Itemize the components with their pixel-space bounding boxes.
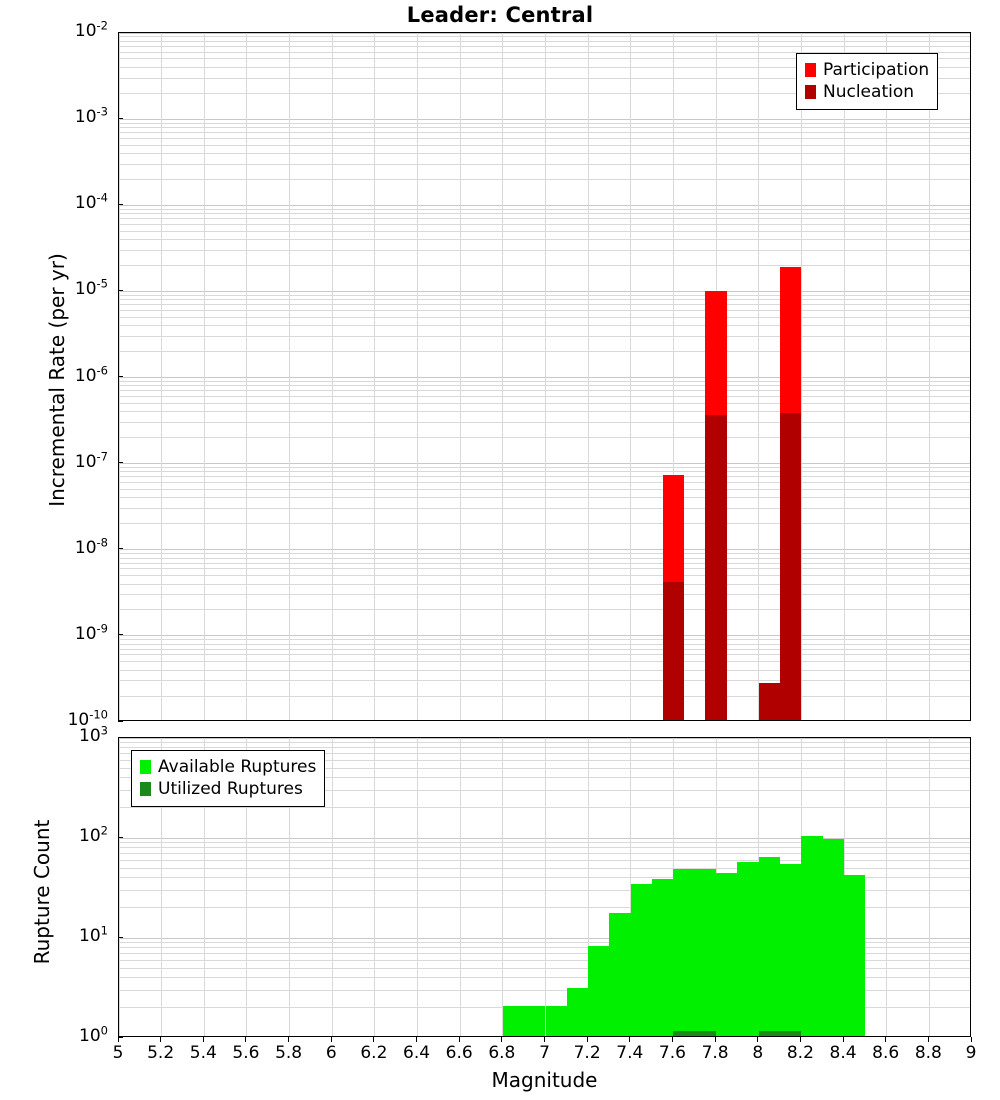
y-axis-tick-mark xyxy=(118,937,123,938)
page-title: Leader: Central xyxy=(406,3,594,27)
y-axis-tick-mark xyxy=(118,548,123,549)
x-axis-tick-mark xyxy=(885,1037,886,1042)
x-axis-tick-label: 5.8 xyxy=(275,1043,303,1063)
top-legend xyxy=(796,53,938,110)
y-axis-tick-label: $10^{-8}$ xyxy=(74,535,108,558)
x-axis-tick-mark xyxy=(544,1037,545,1042)
x-axis-tick-label: 6.4 xyxy=(403,1043,431,1063)
bar-available-ruptures xyxy=(546,1006,567,1036)
x-axis-tick-mark xyxy=(928,1037,929,1042)
bar-utilized-ruptures xyxy=(673,1031,694,1036)
bar-available-ruptures xyxy=(524,1006,545,1036)
x-axis-tick-label: 8.2 xyxy=(786,1043,814,1063)
y-axis-tick-mark xyxy=(118,721,123,722)
y-axis-tick-mark xyxy=(118,462,123,463)
bar-available-ruptures xyxy=(609,913,630,1036)
gridline-vertical xyxy=(289,33,290,720)
legend-label: Utilized Ruptures xyxy=(158,779,303,799)
gridline-vertical xyxy=(204,33,205,720)
bar-utilized-ruptures xyxy=(780,1031,801,1036)
x-axis-tick-mark xyxy=(672,1037,673,1042)
top-plot-area xyxy=(119,33,970,720)
y-axis-tick-mark xyxy=(118,118,123,119)
bar-available-ruptures xyxy=(737,862,758,1036)
legend-label: Nucleation xyxy=(823,82,915,102)
x-axis-tick-mark xyxy=(203,1037,204,1042)
gridline-vertical xyxy=(417,33,418,720)
x-axis-tick-mark xyxy=(373,1037,374,1042)
bar-available-ruptures xyxy=(823,839,844,1036)
legend-label: Available Ruptures xyxy=(158,757,317,777)
bar-available-ruptures xyxy=(716,873,737,1036)
gridline-vertical xyxy=(460,33,461,720)
gridline-vertical xyxy=(929,738,930,1036)
y-axis-tick-label: $10^2$ xyxy=(79,823,108,846)
y-axis-tick-mark xyxy=(118,204,123,205)
bar-nucleation xyxy=(780,413,801,720)
bar-available-ruptures xyxy=(503,1006,524,1036)
x-axis-tick-mark xyxy=(587,1037,588,1042)
x-axis-tick-label: 6.2 xyxy=(360,1043,388,1063)
gridline-vertical xyxy=(119,738,120,1036)
y-axis-tick-label: $10^{-9}$ xyxy=(74,621,108,644)
gridline-vertical xyxy=(161,33,162,720)
x-axis-tick-mark xyxy=(629,1037,630,1042)
x-axis-tick-mark xyxy=(715,1037,716,1042)
top-legend-item xyxy=(805,59,929,81)
x-axis-tick-label: 8 xyxy=(752,1043,764,1063)
bar-available-ruptures xyxy=(631,884,652,1036)
x-axis-tick-label: 5.6 xyxy=(232,1043,260,1063)
gridline-vertical xyxy=(588,33,589,720)
gridline-vertical xyxy=(460,738,461,1036)
x-axis-tick-mark xyxy=(843,1037,844,1042)
x-axis-tick-mark xyxy=(288,1037,289,1042)
x-axis-tick-label: 5.2 xyxy=(147,1043,175,1063)
bar-utilized-ruptures xyxy=(759,1031,780,1036)
bar-available-ruptures xyxy=(801,836,822,1036)
x-axis-tick-label: 8.8 xyxy=(914,1043,942,1063)
bar-nucleation xyxy=(663,582,684,720)
x-axis-tick-mark xyxy=(459,1037,460,1042)
bottom-legend-item xyxy=(140,756,316,778)
x-axis-tick-mark xyxy=(800,1037,801,1042)
x-axis-tick-mark xyxy=(160,1037,161,1042)
bar-available-ruptures xyxy=(695,869,716,1036)
x-axis-tick-mark xyxy=(501,1037,502,1042)
gridline-vertical xyxy=(374,738,375,1036)
x-axis-tick-label: 7.8 xyxy=(701,1043,729,1063)
gridline-vertical xyxy=(332,33,333,720)
y-axis-tick-label: $10^{-2}$ xyxy=(74,18,108,41)
gridline-vertical xyxy=(545,738,546,1036)
y-axis-tick-label: $10^3$ xyxy=(79,723,108,746)
bottom-legend xyxy=(131,750,325,807)
x-axis-tick-label: 5.4 xyxy=(189,1043,217,1063)
x-axis-label: Magnitude xyxy=(491,1068,598,1092)
y-axis-tick-label: $10^1$ xyxy=(79,923,108,946)
top-legend-item xyxy=(805,81,929,103)
x-axis-tick-mark xyxy=(331,1037,332,1042)
bar-utilized-ruptures xyxy=(695,1031,716,1036)
gridline-vertical xyxy=(758,33,759,720)
x-axis-tick-label: 7 xyxy=(539,1043,550,1063)
top-y-axis-label: Incremental Rate (per yr) xyxy=(45,253,69,507)
bar-nucleation xyxy=(759,683,780,720)
bar-available-ruptures xyxy=(588,946,609,1036)
bar-available-ruptures xyxy=(759,857,780,1036)
bar-available-ruptures xyxy=(844,875,865,1036)
gridline-vertical xyxy=(417,738,418,1036)
y-axis-tick-mark xyxy=(118,634,123,635)
gridline-vertical xyxy=(502,738,503,1036)
bar-available-ruptures xyxy=(673,869,694,1036)
y-axis-tick-label: $10^{-5}$ xyxy=(74,276,108,300)
x-axis-tick-label: 7.2 xyxy=(573,1043,601,1063)
x-axis-tick-label: 5 xyxy=(112,1043,124,1063)
x-axis-tick-mark xyxy=(416,1037,417,1042)
legend-color-swatch xyxy=(805,85,816,99)
y-axis-tick-label: $10^{-3}$ xyxy=(74,104,108,128)
y-axis-tick-mark xyxy=(118,1037,123,1038)
legend-color-swatch xyxy=(140,760,151,774)
x-axis-tick-label: 7.4 xyxy=(616,1043,644,1063)
y-axis-tick-label: $10^{-4}$ xyxy=(74,190,108,214)
gridline-vertical xyxy=(929,33,930,720)
gridline-vertical xyxy=(374,33,375,720)
incremental-rate-plot xyxy=(118,32,971,721)
gridline-vertical xyxy=(844,33,845,720)
y-axis-tick-mark xyxy=(118,290,123,291)
gridline-vertical xyxy=(246,33,247,720)
y-axis-tick-label: $10^{-6}$ xyxy=(74,362,108,386)
bar-available-ruptures xyxy=(652,879,673,1036)
x-axis-tick-label: 6 xyxy=(325,1043,337,1063)
legend-color-swatch xyxy=(805,63,816,77)
bottom-y-axis-label: Rupture Count xyxy=(30,819,54,965)
bar-available-ruptures xyxy=(567,988,588,1036)
y-axis-tick-mark xyxy=(118,737,123,738)
x-axis-tick-label: 6.6 xyxy=(445,1043,473,1063)
gridline-vertical xyxy=(886,738,887,1036)
x-axis-tick-mark xyxy=(757,1037,758,1042)
legend-color-swatch xyxy=(140,782,151,796)
x-axis-tick-label: 6.8 xyxy=(488,1043,516,1063)
bar-nucleation xyxy=(705,415,726,720)
x-axis-tick-label: 8.6 xyxy=(872,1043,900,1063)
bar-available-ruptures xyxy=(780,864,801,1036)
x-axis-tick-label: 7.6 xyxy=(658,1043,686,1063)
legend-label: Participation xyxy=(823,60,930,80)
x-axis-tick-label: 9 xyxy=(965,1043,977,1063)
x-axis-tick-mark xyxy=(245,1037,246,1042)
y-axis-tick-label: $10^{-7}$ xyxy=(74,448,108,472)
y-axis-tick-label: $10^0$ xyxy=(79,1023,108,1046)
x-axis-tick-mark xyxy=(971,1037,972,1042)
y-axis-tick-mark xyxy=(118,376,123,377)
x-axis-tick-mark xyxy=(118,1037,119,1042)
x-axis-tick-label: 8.4 xyxy=(829,1043,857,1063)
y-axis-tick-mark xyxy=(118,32,123,33)
y-axis-tick-mark xyxy=(118,837,123,838)
gridline-vertical xyxy=(502,33,503,720)
gridline-vertical xyxy=(886,33,887,720)
gridline-vertical xyxy=(332,738,333,1036)
gridline-vertical xyxy=(630,33,631,720)
y-axis-tick-label: $10^{-10}$ xyxy=(67,707,108,730)
bottom-legend-item xyxy=(140,778,316,800)
gridline-vertical xyxy=(545,33,546,720)
